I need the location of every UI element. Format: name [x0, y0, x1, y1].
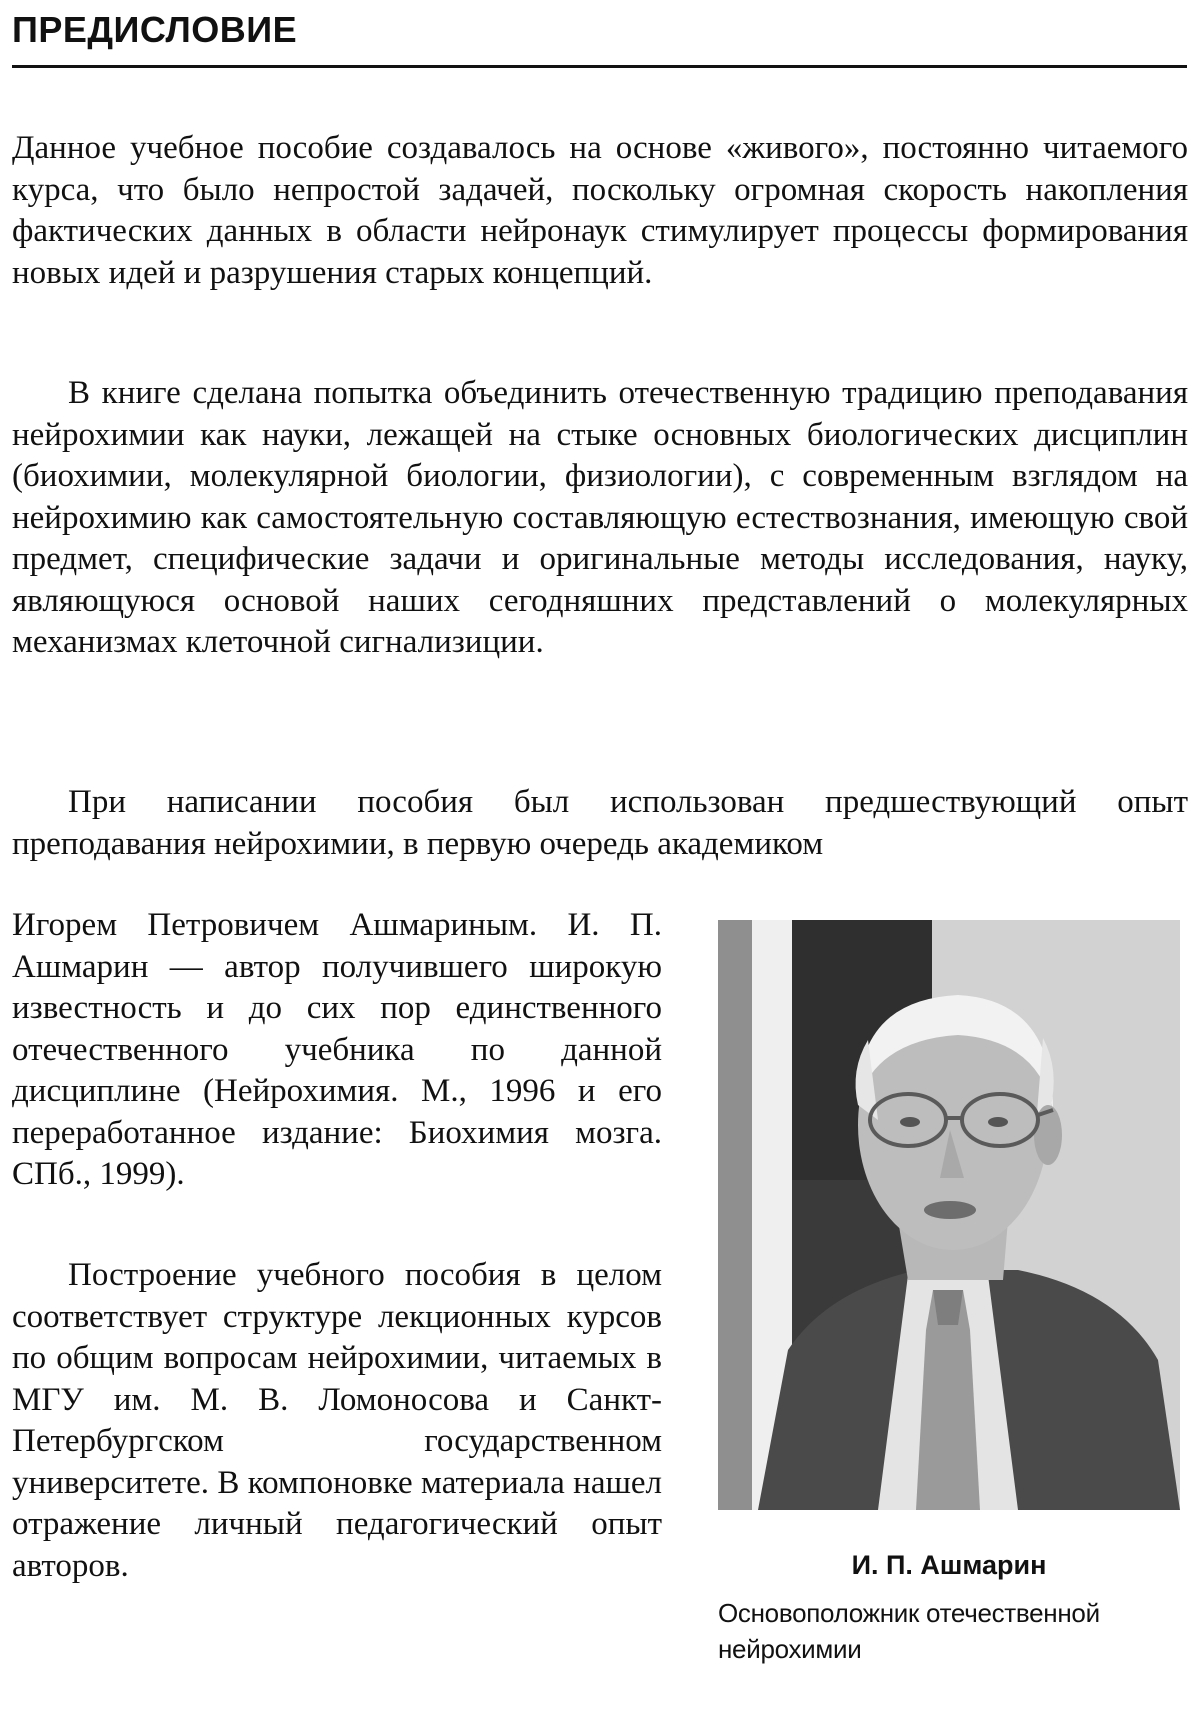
paragraph-structure: Построение учебного пособия в целом соответствует структуре лекционных курсов по общим вопросам нейрохимии, читаемых в МГУ им. М. В. Ломоносова и Санкт-Петербургском государственном университете. В компоновке материала нашел отражение личный педагогический опыт авторов. — [12, 1257, 662, 1584]
caption-description: Основоположник отечественной нейрохимии — [718, 1598, 1100, 1664]
portrait-figure — [718, 920, 1188, 1667]
paragraph-experience: При написании пособия был использован предшествующий опыт преподавания нейрохимии, в первую очередь академиком — [12, 784, 1188, 862]
portrait-photo — [718, 920, 1180, 1510]
section-title: ПРЕДИСЛОВИЕ — [12, 9, 298, 50]
paragraph-ashmarin: Игорем Петровичем Ашмариным. И. П. Ашмарин — автор получившего широкую известность и до сих пор единственного отечественного учебника по данной дисциплине (Нейрохимия. М., 1996 и его переработанное издание: Биохимия мозга. СПб., 1999). — [12, 907, 662, 1192]
paragraph-attempt: В книге сделана попытка объединить отечественную традицию преподавания нейрохимии как науки, лежащей на стыке основных биологических дисциплин (биохимии, молекулярной биологии, физиологии), с современным взглядом на нейрохимию как самостоятельную составляющую естествознания, имеющую свой предмет, специфические задачи и оригинальные методы исследования, науку, являющуюся основой наших сегодняшних представлений о молекулярных механизмах клеточной сигнализиции. — [12, 375, 1188, 660]
caption-name: И. П. Ашмарин — [851, 1550, 1047, 1580]
page-header — [12, 8, 1187, 52]
header-rule — [12, 65, 1187, 68]
paragraph-intro: Данное учебное пособие создавалось на основе «живого», постоянно читаемого курса, что было непростой задачей, поскольку огромная скорость накопления фактических данных в области нейронаук стимулирует процессы формирования новых идей и разрушения старых концепций. — [12, 130, 1188, 291]
